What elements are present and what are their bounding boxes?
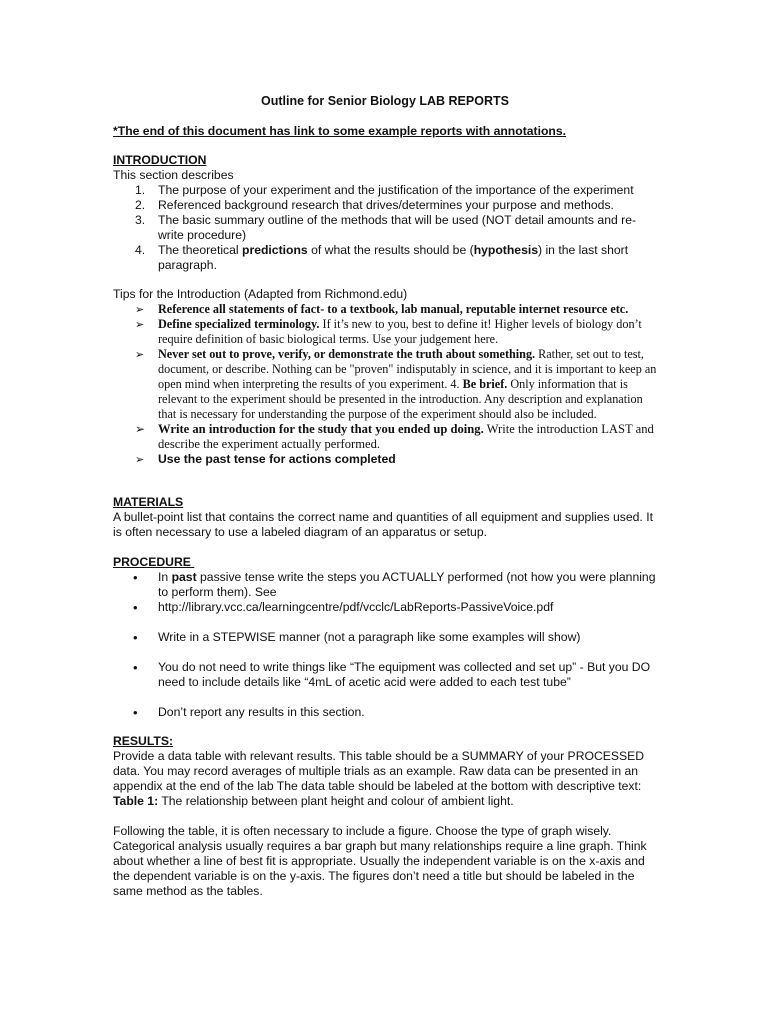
item-text: of what the results should be ( [307,243,474,257]
arrow-bullet-icon: ➢ [135,422,146,436]
hypothesis-term: hypothesis [473,243,539,257]
list-item [113,600,658,615]
tip-bold: Be brief. [462,377,508,391]
list-item [113,213,658,243]
bullet-icon: • [133,660,138,675]
spacer [113,645,658,660]
item-text: The basic summary outline of the methods that will be used (NOT detail amounts and re-write procedure) [158,213,637,242]
tip-bold: Write an introduction for the study that you ended up doing. [158,422,484,436]
procedure-list [113,570,658,720]
spacer [113,809,651,824]
introduction-section [113,153,658,273]
item-text: The theoretical [158,243,243,257]
figure-paragraph: Following the table, it is often necessary to include a figure. Choose the type of graph wisely. Categorical analysis usually requires a bar graph but many relationships require a line graph. Think about whether a line of best fit is appropriate. Usually the independent variable is on the x-axis and the dependent variable is on the y-axis. The figures don’t need a title but should be labeled in the same method as the tables. [113,824,647,898]
bullet-icon: • [133,630,138,645]
item-text: Don’t report any results in this section. [158,705,365,719]
item-text: ) in the last short paragraph. [158,243,629,272]
bullet-icon: • [133,600,138,615]
item-text: passive tense write the steps you ACTUALLY performed (not how you were planning to perform them). See [158,570,656,599]
item-text: The purpose of your experiment and the justification of the importance of the experiment [158,183,634,197]
list-item [113,347,658,422]
materials-heading: MATERIALS [113,495,184,509]
tip-bold: Reference all statements of fact- to a textbook, lab manual, reputable internet resource etc. [158,302,629,316]
materials-text: A bullet-point list that contains the correct name and quantities of all equipment and supplies used. It is often necessary to use a labeled diagram of an apparatus or setup. [113,510,653,539]
arrow-bullet-icon: ➢ [135,303,145,316]
tip-text: If it’s new to you, best to define it! Higher levels of biology don’t require definition of basic biological terms. Use your judgement here. [158,317,642,346]
bullet-icon: • [133,705,138,720]
item-text: In [158,570,172,584]
introduction-heading: INTRODUCTION [113,153,207,167]
notice-link-note: *The end of this document has link to some example reports with annotations. [113,124,567,138]
tip-bold: Use the past tense for actions completed [158,452,396,466]
document-title: Outline for Senior Biology LAB REPORTS [261,94,509,108]
arrow-bullet-icon: ➢ [135,348,145,361]
table-caption-line [113,794,651,809]
tips-heading: Tips for the Introduction (Adapted from Richmond.edu) [113,287,408,301]
item-text: Write in a STEPWISE manner (not a paragraph like some examples will show) [158,630,581,644]
table-caption: The relationship between plant height and colour of ambient light. [158,794,514,808]
results-heading: RESULTS: [113,734,174,748]
list-item [113,452,658,467]
tip-bold: Never set out to prove, verify, or demonstrate the truth about something. [158,347,536,361]
results-section [113,734,651,899]
item-number: 1. [135,183,146,197]
list-item [113,302,658,317]
tip-bold: Define specialized terminology. [158,317,320,331]
bullet-icon: • [133,570,138,585]
arrow-bullet-icon: ➢ [135,453,145,466]
item-text: Referenced background research that drives/determines your purpose and methods. [158,198,614,212]
table-label: Table 1: [113,794,159,808]
tips-section [113,287,658,467]
introduction-list [113,183,658,273]
spacer [113,690,658,705]
list-item [113,422,658,452]
list-item [113,705,658,720]
list-item [113,243,658,273]
tip-text: Write the introduction LAST and describe the experiment actually performed. [158,422,654,451]
list-item [113,198,658,213]
past-term: past [171,570,197,584]
tip-text: Only information that is relevant to the experiment should be presented in the introduction. Any description and explanation that is necessary for understanding the purpose of the experiment should also be included. [158,377,643,421]
introduction-lead: This section describes [113,168,234,182]
procedure-section [113,555,658,720]
predictions-term: predictions [242,243,308,257]
item-text: You do not need to write things like “The equipment was collected and set up” - But you DO need to include details like “4mL of acetic acid were added to each test tube” [158,660,651,689]
list-item [113,183,658,198]
results-paragraph: Provide a data table with relevant results. This table should be a SUMMARY of your PROCESSED data. You may record averages of multiple trials as an example. Raw data can be presented in an appendix at the end of the lab The data table should be labeled at the bottom with descriptive text: [113,749,645,793]
item-number: 4. [135,243,146,257]
materials-section [113,495,658,540]
passive-voice-link[interactable]: http://library.vcc.ca/learningcentre/pdf/vcclc/LabReports-PassiveVoice.pdf [158,600,554,614]
spacer [113,615,658,630]
item-number: 2. [135,198,146,212]
list-item [113,630,658,645]
tips-list [113,302,658,467]
procedure-heading: PROCEDURE [113,555,195,569]
list-item [113,570,658,600]
tip-text: Rather, set out to test, document, or describe. Nothing can be "proven" indisputably in science, and it is important to keep an open mind when interpreting the results of you experiment. 4. [158,347,657,391]
arrow-bullet-icon: ➢ [135,318,145,331]
list-item [113,317,658,347]
item-number: 3. [135,213,146,227]
list-item [113,660,658,690]
